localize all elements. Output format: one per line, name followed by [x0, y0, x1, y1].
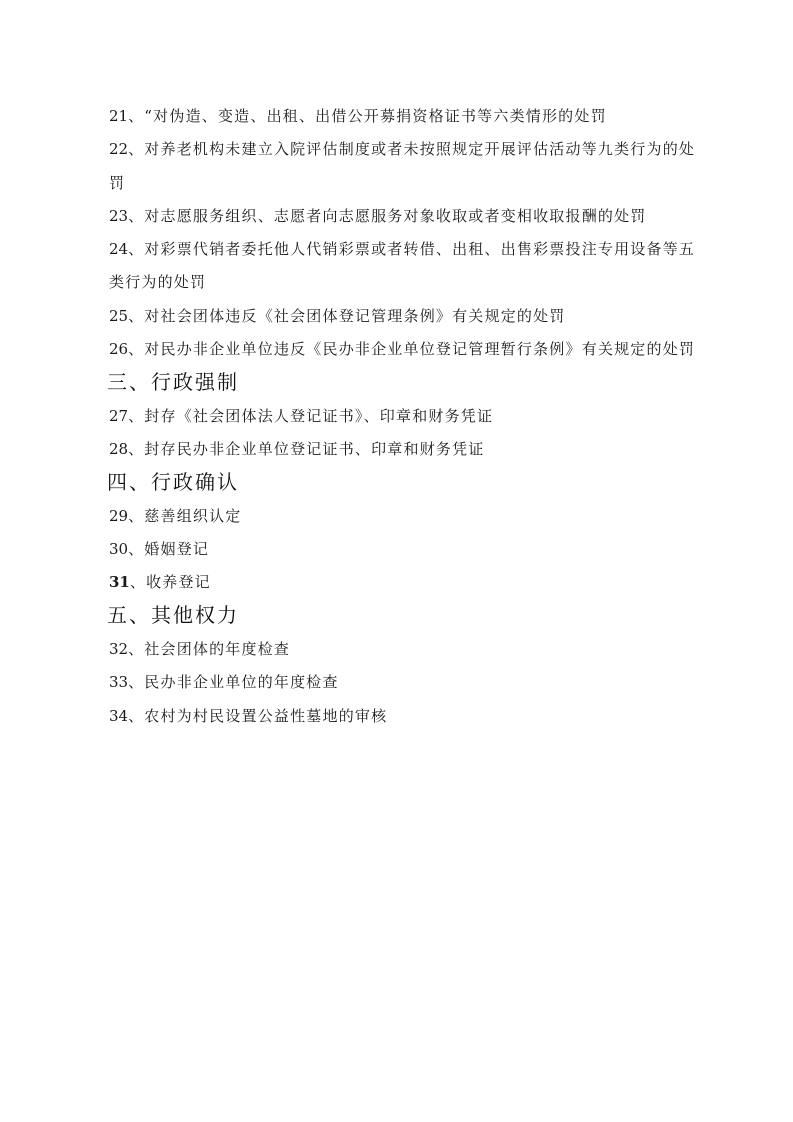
list-item-32 — [109, 639, 290, 659]
item-number: 30 — [109, 540, 129, 558]
item-number: 26 — [109, 340, 129, 358]
item-text: 、慈善组织认定 — [128, 507, 242, 525]
list-item-31 — [109, 572, 211, 592]
item-text: 、农村为村民设置公益性墓地的审核 — [128, 707, 388, 725]
section-heading-other-powers: 五、其他权力 — [107, 603, 239, 627]
item-number: 28 — [109, 440, 129, 458]
item-number: 21 — [109, 107, 129, 125]
item-text: 、对民办非企业单位违反《民办非企业单位登记管理暂行条例》有关规定的处罚 — [128, 340, 696, 358]
item-number: 32 — [109, 640, 129, 658]
item-number: 33 — [109, 673, 129, 691]
list-item-23 — [109, 206, 647, 226]
item-number: 34 — [109, 707, 129, 725]
item-text: 、封存民办非企业单位登记证书、印章和财务凭证 — [128, 440, 485, 458]
item-text: 、民办非企业单位的年度检查 — [128, 673, 339, 691]
list-item-30 — [109, 539, 209, 559]
list-item-33 — [109, 672, 339, 692]
item-text: 、“对伪造、变造、出租、出借公开募捐资格证书等六类情形的处罚 — [128, 107, 607, 125]
item-text: 、对彩票代销者委托他人代销彩票或者转借、出租、出售彩票投注专用设备等五 — [128, 240, 696, 258]
item-number: 27 — [109, 407, 129, 425]
item-number: 31 — [109, 573, 130, 591]
section-heading-administrative-enforcement: 三、行政强制 — [107, 370, 239, 394]
list-item-24-continuation: 类行为的处罚 — [109, 273, 207, 291]
list-item-26 — [109, 339, 695, 359]
item-number: 24 — [109, 240, 129, 258]
list-item-34 — [109, 706, 387, 726]
item-text: 、对志愿服务组织、志愿者向志愿服务对象收取或者变相收取报酬的处罚 — [128, 207, 647, 225]
list-item-27 — [109, 406, 493, 426]
item-text: 、社会团体的年度检查 — [128, 640, 291, 658]
list-item-22 — [109, 139, 695, 159]
item-number: 23 — [109, 207, 129, 225]
item-number: 25 — [109, 307, 129, 325]
item-text: 、对养老机构未建立入院评估制度或者未按照规定开展评估活动等九类行为的处 — [128, 140, 696, 158]
list-item-29 — [109, 506, 242, 526]
item-number: 29 — [109, 507, 129, 525]
item-text: 、收养登记 — [129, 573, 211, 591]
list-item-21 — [109, 106, 607, 126]
item-text: 、婚姻登记 — [128, 540, 210, 558]
list-item-28 — [109, 439, 485, 459]
list-item-24 — [109, 239, 695, 259]
item-text: 、对社会团体违反《社会团体登记管理条例》有关规定的处罚 — [128, 307, 566, 325]
list-item-22-continuation: 罚 — [109, 174, 126, 192]
list-item-25 — [109, 306, 566, 326]
item-text: 、封存《社会团体法人登记证书》、印章和财务凭证 — [128, 407, 494, 425]
section-heading-administrative-confirmation: 四、行政确认 — [107, 470, 239, 494]
item-number: 22 — [109, 140, 129, 158]
